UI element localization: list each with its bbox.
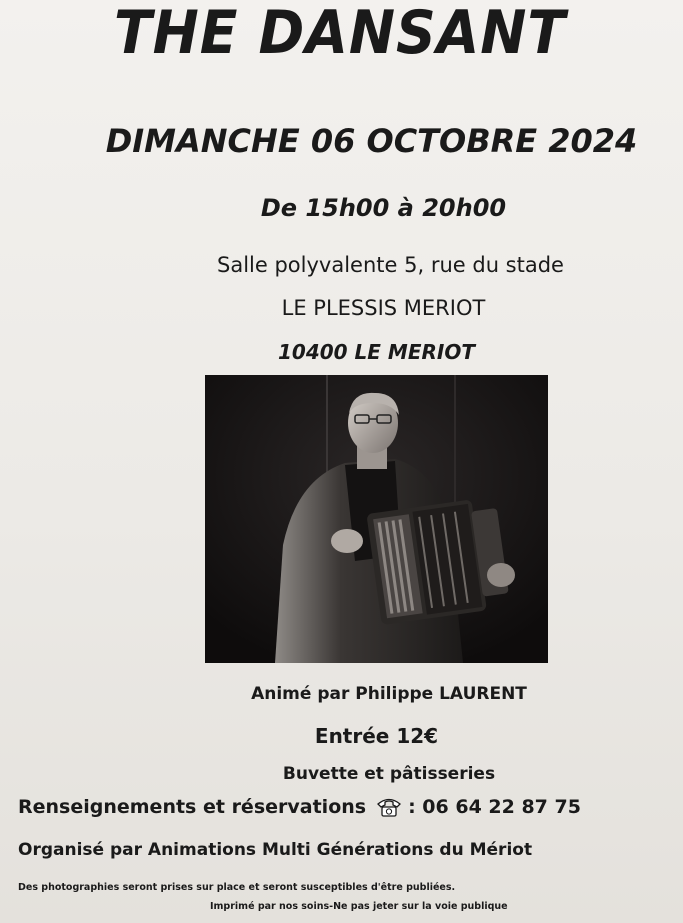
print-notice: Imprimé par nos soins-Ne pas jeter sur la voie publique bbox=[210, 901, 508, 912]
event-hours: De 15h00 à 20h00 bbox=[260, 194, 507, 222]
animator-line: Animé par Philippe LAURENT bbox=[251, 684, 527, 704]
accordionist-photo bbox=[205, 375, 548, 663]
refreshments-line: Buvette et pâtisseries bbox=[282, 764, 496, 784]
phone-number: : 06 64 22 87 75 bbox=[408, 796, 581, 818]
event-date: DIMANCHE 06 OCTOBRE 2024 bbox=[105, 122, 638, 160]
photo-notice: Des photographies seront prises sur place et seront susceptibles d'être publiées. bbox=[18, 882, 456, 893]
reservations-label: Renseignements et réservations bbox=[18, 796, 367, 818]
event-title: THE DANSANT bbox=[114, 0, 566, 68]
venue-address: Salle polyvalente 5, rue du stade bbox=[217, 253, 564, 277]
organizer-line: Organisé par Animations Multi Générations du Mériot bbox=[18, 840, 533, 860]
entry-price: Entrée 12€ bbox=[314, 724, 439, 748]
venue-postal: 10400 LE MERIOT bbox=[278, 340, 475, 364]
venue-town: LE PLESSIS MERIOT bbox=[281, 296, 486, 320]
telephone-icon bbox=[376, 796, 402, 818]
accordionist-illustration bbox=[205, 375, 548, 663]
reservations-line bbox=[18, 796, 581, 818]
